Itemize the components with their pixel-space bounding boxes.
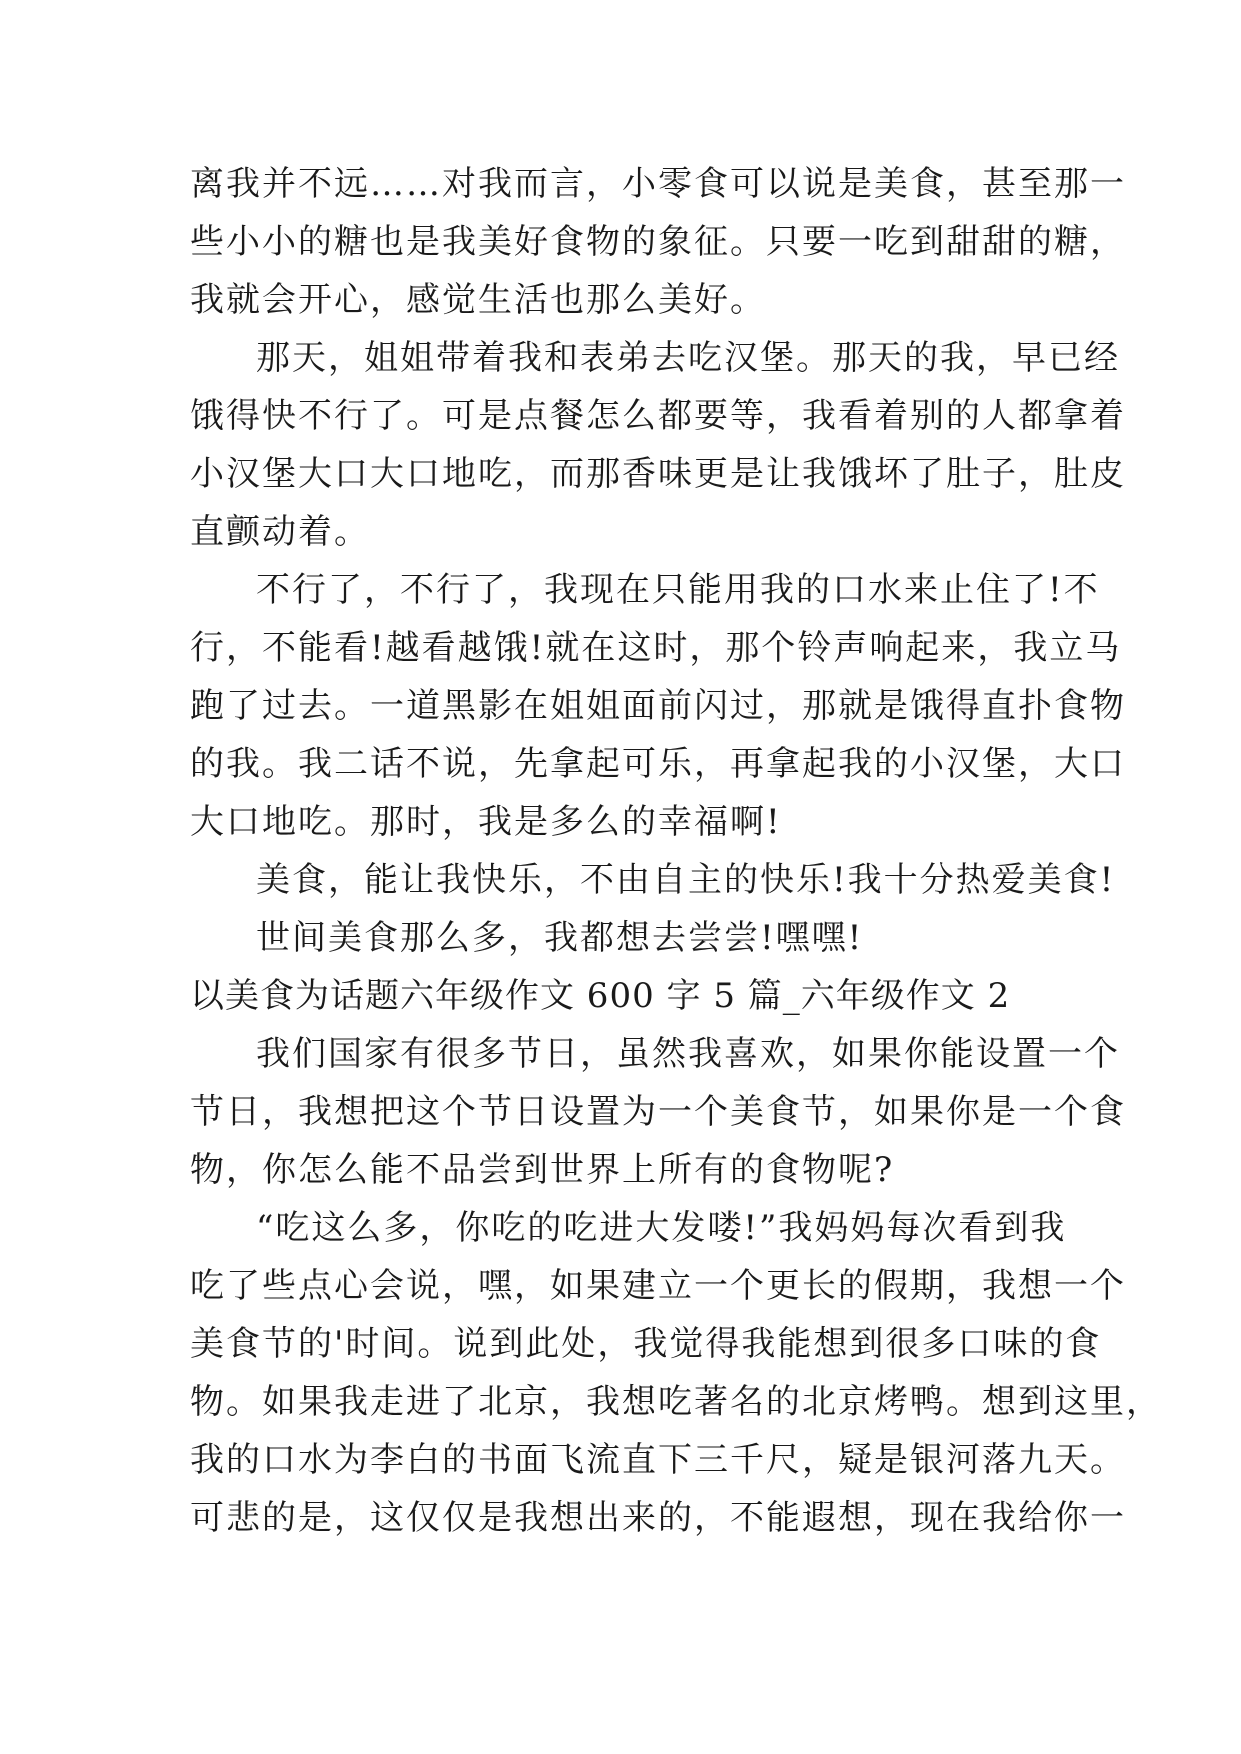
paragraph (190, 1199, 1162, 1547)
text-line: 我就会开心，感觉生活也那么美好。 (190, 280, 766, 320)
paragraph (190, 155, 1126, 329)
text-line: 行，不能看!越看越饿!就在这时，那个铃声响起来，我立马 (190, 628, 1122, 668)
paragraph (190, 909, 1090, 967)
text-line: 小汉堡大口大口地吃，而那香味更是让我饿坏了肚子，肚皮 (190, 454, 1126, 494)
section-heading (190, 967, 1090, 1025)
text-line: 大口地吃。那时，我是多么的幸福啊! (190, 802, 782, 842)
paragraph (190, 561, 1126, 851)
text-line: 我的口水为李白的书面飞流直下三千尺，疑是银河落九天。 (190, 1440, 1126, 1480)
heading-text: 以美食为话题六年级作文 600 字 5 篇_六年级作文 2 (190, 976, 1011, 1016)
text-line: 离我并不远……对我而言，小零食可以说是美食，甚至那一 (190, 164, 1126, 204)
text-line: 不行了，不行了，我现在只能用我的口水来止住了!不 (256, 570, 1100, 610)
document-body (190, 155, 1162, 1547)
text-line: 可悲的是，这仅仅是我想出来的，不能遐想，现在我给你一 (190, 1498, 1126, 1538)
text-line: 吃了些点心会说，嘿，如果建立一个更长的假期，我想一个 (190, 1266, 1126, 1306)
text-line: 美食节的'时间。说到此处，我觉得我能想到很多口味的食 (190, 1324, 1102, 1364)
text-line: 的我。我二话不说，先拿起可乐，再拿起我的小汉堡，大口 (190, 744, 1126, 784)
text-line: 饿得快不行了。可是点餐怎么都要等，我看着别的人都拿着 (190, 396, 1126, 436)
text-line: 物。如果我走进了北京，我想吃著名的北京烤鸭。想到这里， (190, 1382, 1162, 1422)
text-line: 直颤动着。 (190, 512, 370, 552)
text-line: 跑了过去。一道黑影在姐姐面前闪过，那就是饿得直扑食物 (190, 686, 1126, 726)
text-line: 美食，能让我快乐，不由自主的快乐!我十分热爱美食! (256, 860, 1116, 900)
text-line: 节日，我想把这个节日设置为一个美食节，如果你是一个食 (190, 1092, 1126, 1132)
paragraph (190, 851, 1116, 909)
paragraph (190, 329, 1126, 561)
text-line: 物，你怎么能不品尝到世界上所有的食物呢? (190, 1150, 895, 1190)
paragraph (190, 1025, 1126, 1199)
text-line: 我们国家有很多节日，虽然我喜欢，如果你能设置一个 (256, 1034, 1120, 1074)
text-line: 些小小的糖也是我美好食物的象征。只要一吃到甜甜的糖， (190, 222, 1126, 262)
text-line: 世间美食那么多，我都想去尝尝!嘿嘿! (256, 918, 864, 958)
text-line: 那天，姐姐带着我和表弟去吃汉堡。那天的我，早已经 (256, 338, 1120, 378)
text-line: “吃这么多，你吃的吃进大发喽!”我妈妈每次看到我 (256, 1208, 1067, 1248)
